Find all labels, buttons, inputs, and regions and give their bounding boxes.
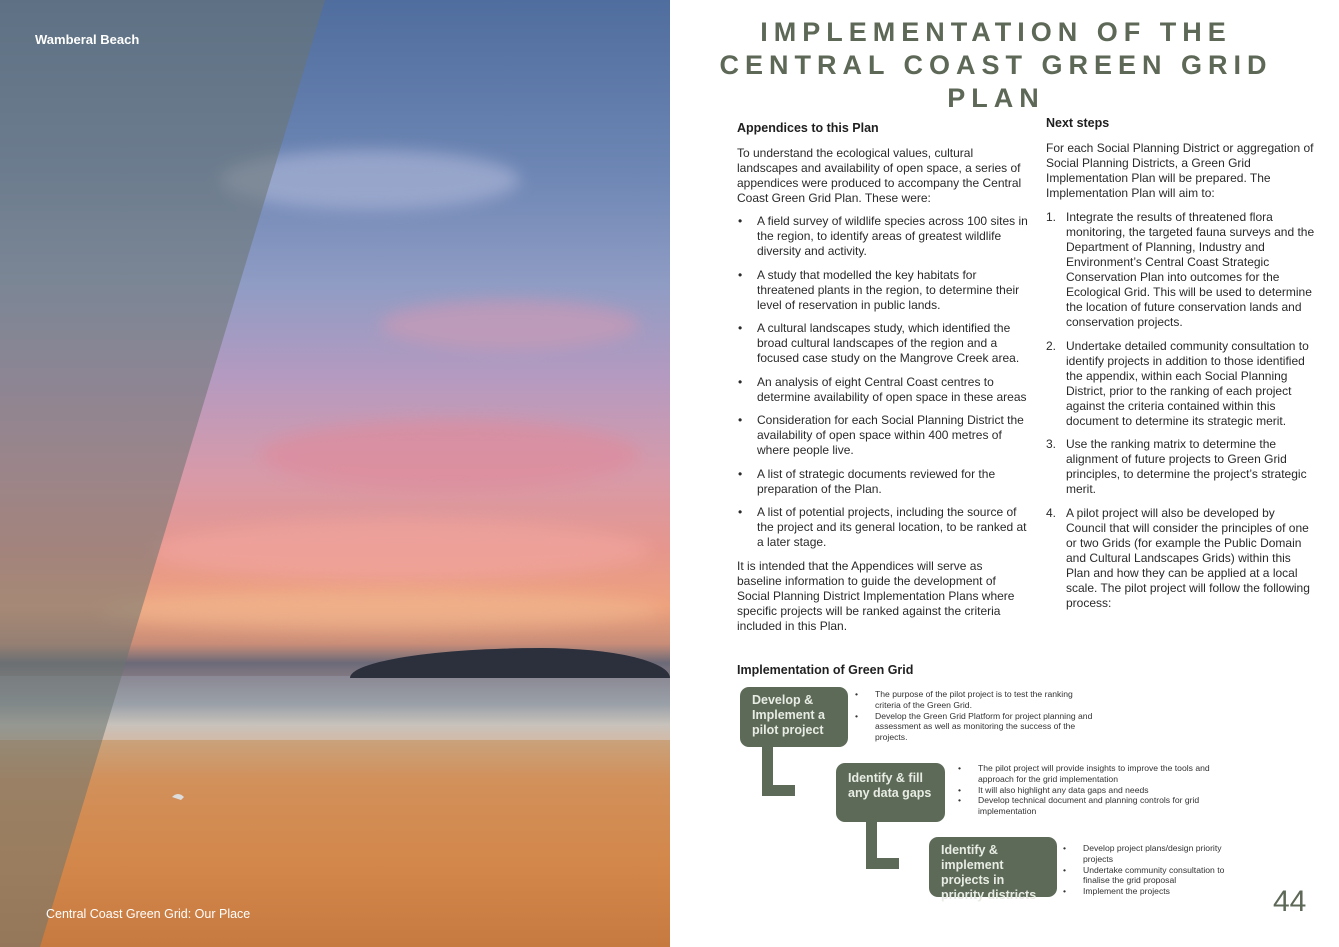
list-item: • A study that modelled the key habitats for threatened plants in the region, to determine their level of reservation in public lands. (737, 268, 1029, 313)
list-item: • Develop the Green Grid Platform for project planning and assessment as well as monitoring the success of the projects. (855, 711, 1095, 743)
next-steps-section (1046, 116, 1318, 619)
appendices-section (737, 121, 1029, 642)
list-item: • An analysis of eight Central Coast centres to determine availability of open space in these areas (737, 375, 1029, 405)
appendices-heading: Appendices to this Plan (737, 121, 879, 135)
list-text: A pilot project will also be developed by Council that will consider the principles of one or two Grids (for example the Public Domain and Cultural Landscapes Grids) within this Plan and how they can be applied at a local scale. The pilot project will follow the following process: (1066, 505, 1310, 610)
page-number: 44 (1273, 885, 1307, 918)
list-item: • Develop project plans/design priority projects (1063, 843, 1248, 865)
step-1-bullets (855, 689, 1095, 743)
step-box-priority-districts: Identify & implement projects in priority districts (929, 837, 1057, 897)
step-connector-1 (762, 745, 795, 796)
page-title (690, 16, 1302, 115)
list-number: 1. (1046, 210, 1057, 224)
list-item (1046, 506, 1318, 611)
appendices-list (737, 214, 1029, 550)
list-item: • It will also highlight any data gaps and needs (958, 785, 1218, 796)
step-box-pilot-project: Develop & Implement a pilot project (740, 687, 848, 747)
list-number: 3. (1046, 437, 1057, 451)
list-item: • The purpose of the pilot project is to test the ranking criteria of the Green Grid. (855, 689, 1095, 711)
list-item (1046, 339, 1318, 429)
list-item (1046, 210, 1318, 330)
list-text: Integrate the results of threatened flora monitoring, the targeted fauna surveys and the Department of Planning, Industry and Environment’s Central Coast Strategic Conservation Plan into outcomes for the Ecological Grid. This will be used to determine the location of future conservation lands and conservation projects. (1066, 210, 1315, 329)
list-item: • A field survey of wildlife species across 100 sites in the region, to identify areas of greatest wildlife diversity and activity. (737, 214, 1029, 259)
implementation-heading: Implementation of Green Grid (737, 663, 914, 677)
next-steps-heading: Next steps (1046, 116, 1110, 130)
list-text: Use the ranking matrix to determine the alignment of future projects to Green Grid principles, to determine the project’s strategic merit. (1066, 437, 1307, 496)
step-3-bullets (1063, 843, 1248, 897)
list-item: • Consideration for each Social Planning District the availability of open space within 400 metres of where people live. (737, 413, 1029, 458)
list-item: • A list of potential projects, including the source of the project and its general location, to be ranked at a later stage. (737, 505, 1029, 550)
document-footer: Central Coast Green Grid: Our Place (46, 907, 251, 921)
step-connector-2 (866, 820, 899, 869)
list-item: • Develop technical document and planning controls for grid implementation (958, 795, 1218, 817)
step-box-data-gaps: Identify & fill any data gaps (836, 763, 945, 822)
list-item: • Implement the projects (1063, 886, 1248, 897)
list-item: • The pilot project will provide insights to improve the tools and approach for the grid implementation (958, 763, 1218, 785)
appendices-closing: It is intended that the Appendices will serve as baseline information to guide the development of Social Planning District Implementation Plans where specific projects will be ranked against the criteria included in this Plan. (737, 558, 1015, 633)
list-item (1046, 437, 1318, 497)
list-number: 4. (1046, 505, 1057, 520)
photo-caption: Wamberal Beach (35, 32, 140, 47)
title-line-1: IMPLEMENTATION OF THE (760, 17, 1232, 47)
list-number: 2. (1046, 338, 1057, 353)
list-item: • A cultural landscapes study, which identified the broad cultural landscapes of the region and a focused case study on the Mangrove Creek area. (737, 321, 1029, 366)
list-text: Undertake detailed community consultation to identify projects in addition to those identified the appendix, within each Social Planning District, prior to the ranking of each project against the criteria contained within this document to determine its strategic merit. (1066, 338, 1309, 428)
appendices-intro: To understand the ecological values, cultural landscapes and availability of open space, a series of appendices were produced to accompany the Central Coast Green Grid Plan. These were: (737, 146, 1022, 205)
next-steps-list (1046, 210, 1318, 611)
step-2-bullets (958, 763, 1218, 817)
title-line-2: CENTRAL COAST GREEN GRID (719, 50, 1273, 80)
title-line-3: PLAN (947, 83, 1045, 113)
list-item: • Undertake community consultation to finalise the grid proposal (1063, 865, 1248, 887)
list-item: • A list of strategic documents reviewed for the preparation of the Plan. (737, 467, 1029, 497)
next-steps-intro: For each Social Planning District or aggregation of Social Planning Districts, a Green Grid Implementation Plan will be prepared. The Implementation Plan will aim to: (1046, 141, 1314, 200)
